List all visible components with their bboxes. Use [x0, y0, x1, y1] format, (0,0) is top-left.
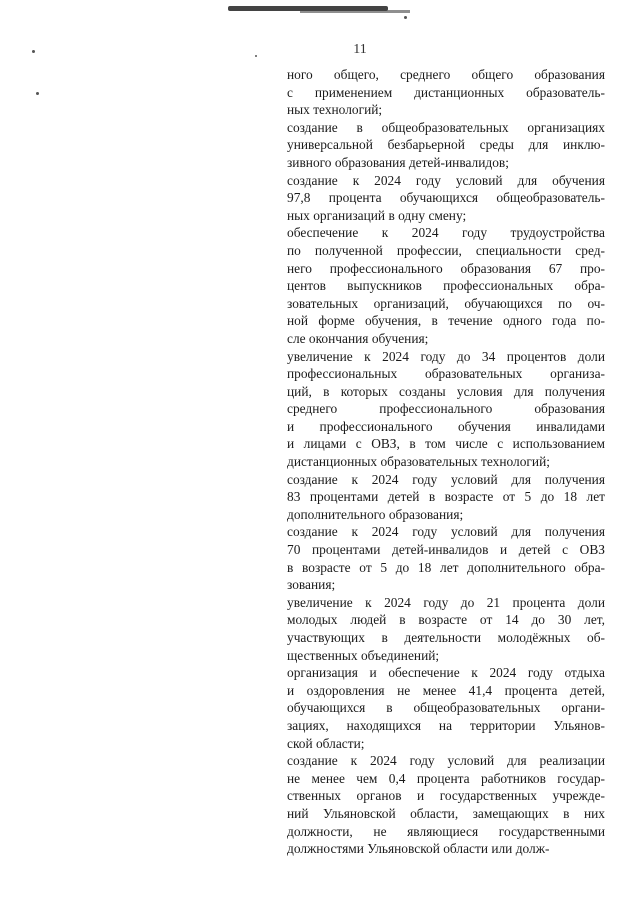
- paragraph: [287, 66, 605, 119]
- text-line: зования;: [287, 577, 336, 593]
- text-line: ской области;: [287, 735, 365, 751]
- text-line: организация и обеспечение к 2024 году отдыха: [287, 665, 605, 681]
- text-line: создание к 2024 году условий для получения: [287, 524, 605, 540]
- text-line: молодых людей в возрасте от 14 до 30 лет,: [287, 612, 605, 628]
- paragraph: [287, 664, 605, 752]
- text-line: с применением дистанционных образователь-: [287, 84, 605, 100]
- text-line: зовательных организаций, обучающихся по оч-: [287, 295, 605, 311]
- paragraph: [287, 172, 605, 225]
- paragraph: [287, 348, 605, 471]
- text-line: зациях, находящихся на территории Ульянов-: [287, 717, 605, 733]
- text-line: создание к 2024 году условий для получения: [287, 471, 605, 487]
- text-line: 97,8 процента обучающихся общеобразователь-: [287, 190, 605, 206]
- text-line: обеспечение к 2024 году трудоустройства: [287, 225, 605, 241]
- text-line: по полученной профессии, специальности сред-: [287, 242, 605, 258]
- text-line: ного общего, среднего общего образования: [287, 67, 605, 82]
- paragraph: [287, 471, 605, 524]
- text-line: должностями Ульяновской области или долж-: [287, 841, 550, 857]
- text-line: и лицами с ОВЗ, в том числе с использованием: [287, 436, 605, 452]
- text-line: центов выпускников профессиональных обра-: [287, 278, 605, 294]
- text-line: дистанционных образовательных технологий;: [287, 454, 550, 470]
- text-line: щественных объединений;: [287, 647, 440, 663]
- text-line: должности, не являющиеся государственными: [287, 823, 605, 839]
- paragraph: [287, 224, 605, 347]
- text-line: в возрасте от 5 до 18 лет дополнительного обра-: [287, 559, 605, 575]
- text-line: увеличение к 2024 году до 34 процентов доли: [287, 348, 605, 364]
- paragraph: [287, 594, 605, 664]
- text-line: ний Ульяновской области, замещающих в них: [287, 805, 605, 821]
- text-line: среднего профессионального образования: [287, 401, 605, 417]
- paragraph: [287, 119, 605, 172]
- text-line: и профессионального обучения инвалидами: [287, 418, 605, 434]
- scan-artifact-top-secondary: [300, 10, 410, 13]
- text-line: ственных органов и государственных учрежде-: [287, 788, 605, 804]
- text-line: универсальной безбарьерной среды для инклю-: [287, 137, 605, 153]
- text-line: и оздоровления не менее 41,4 процента детей,: [287, 682, 605, 698]
- text-line: создание к 2024 году условий для обучения: [287, 172, 605, 188]
- text-line: него профессионального образования 67 про-: [287, 260, 605, 276]
- text-line: ных технологий;: [287, 102, 383, 118]
- text-line: обучающихся в общеобразовательных органи-: [287, 700, 605, 716]
- text-line: ных организаций в одну смену;: [287, 207, 467, 223]
- text-line: зивного образования детей-инвалидов;: [287, 154, 509, 170]
- scan-speck: [404, 16, 407, 19]
- paragraph: [287, 523, 605, 593]
- text-line: участвующих в деятельности молодёжных об-: [287, 630, 605, 645]
- page-number: 11: [353, 42, 367, 57]
- text-line: ной форме обучения, в течение одного года по-: [287, 313, 605, 329]
- text-line: сле окончания обучения;: [287, 330, 429, 346]
- scan-speck: [36, 92, 39, 95]
- text-line: дополнительного образования;: [287, 506, 464, 522]
- text-line: профессиональных образовательных организа-: [287, 366, 605, 382]
- text-line: 83 процентами детей в возрасте от 5 до 18 лет: [287, 489, 605, 505]
- text-line: 70 процентами детей-инвалидов и детей с ОВЗ: [287, 542, 605, 558]
- text-line: увеличение к 2024 году до 21 процента доли: [287, 594, 605, 610]
- text-line: не менее чем 0,4 процента работников государ-: [287, 770, 605, 786]
- text-line: создание к 2024 году условий для реализации: [287, 753, 605, 769]
- text-line: ций, в которых созданы условия для получения: [287, 383, 605, 399]
- document-body: [287, 66, 605, 858]
- paragraph: [287, 752, 605, 858]
- text-line: создание в общеобразовательных организациях: [287, 119, 605, 135]
